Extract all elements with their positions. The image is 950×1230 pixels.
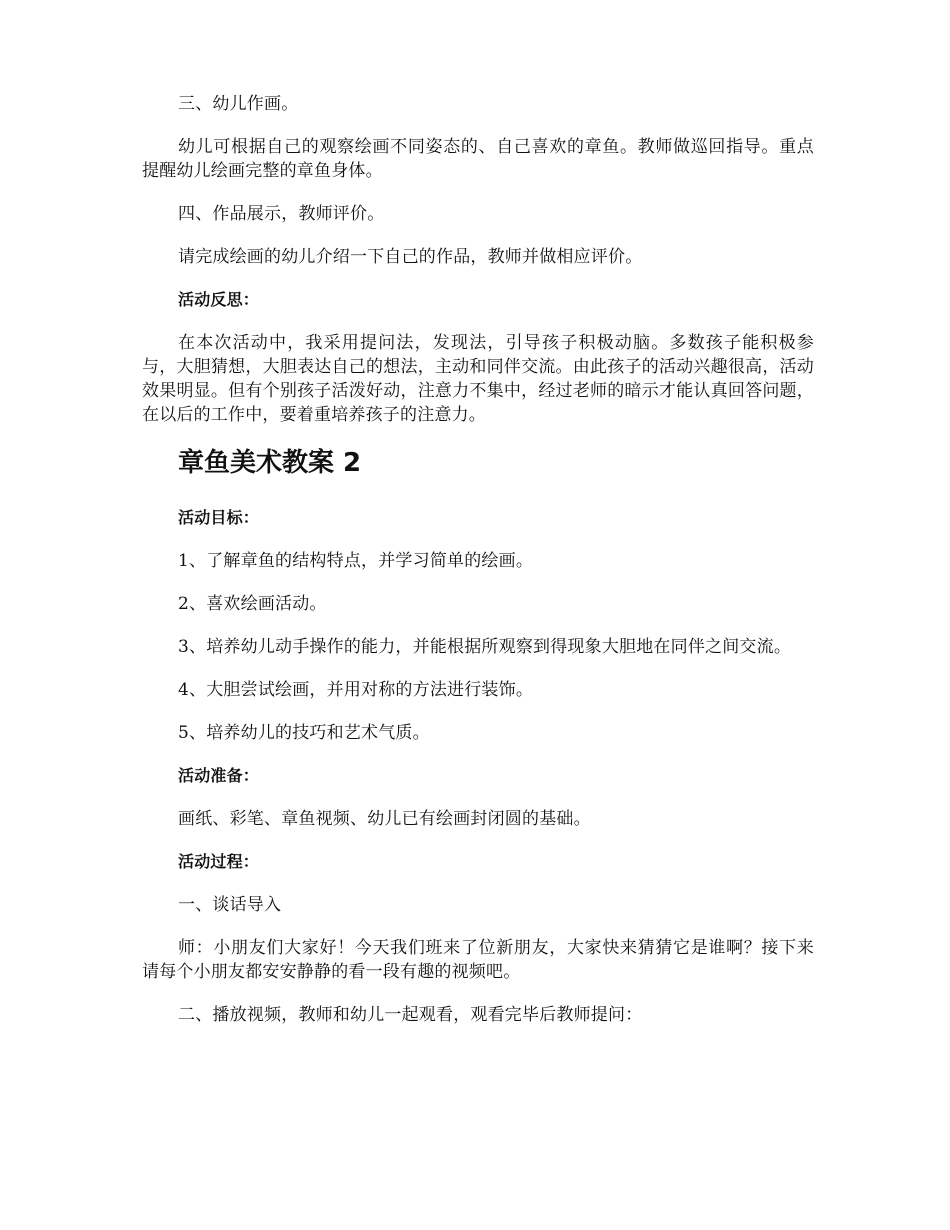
reflection-heading: 活动反思： [178, 290, 260, 309]
goals-heading: 活动目标： [178, 508, 260, 527]
step-four-line: 四、作品展示，教师评价。 [178, 204, 385, 224]
document-page [142, 92, 814, 1046]
goal-item-3: 3、培养幼儿动手操作的能力，并能根据所观察到得现象大胆地在同伴之间交流。 [178, 637, 792, 657]
process-step-1-text: 师：小朋友们大家好！今天我们班来了位新朋友，大家快来猜猜它是谁啊？接下来请每个小朋友都安安静静的看一段有趣的视频吧。 [142, 938, 814, 982]
goal-item-4: 4、大胆尝试绘画，并用对称的方法进行装饰。 [178, 680, 534, 700]
step-three-line: 三、幼儿作画。 [178, 94, 299, 114]
lesson-plan-title: 章鱼美术教案 2 [178, 448, 362, 478]
goal-item-1: 1、了解章鱼的结构特点，并学习简单的绘画。 [178, 551, 534, 571]
process-step-2: 二、播放视频，教师和幼儿一起观看，观看完毕后教师提问： [178, 1005, 643, 1025]
process-heading: 活动过程： [178, 852, 260, 871]
evaluation-paragraph: 请完成绘画的幼儿介绍一下自己的作品，教师并做相应评价。 [178, 247, 643, 267]
drawing-instruction-paragraph: 幼儿可根据自己的观察绘画不同姿态的、自己喜欢的章鱼。教师做巡回指导。重点提醒幼儿绘画完整的章鱼身体。 [142, 137, 814, 181]
goal-item-2: 2、喜欢绘画活动。 [178, 594, 327, 614]
reflection-paragraph: 在本次活动中，我采用提问法，发现法，引导孩子积极动脑。多数孩子能积极参与，大胆猜想，大胆表达自己的想法，主动和同伴交流。由此孩子的活动兴趣很高，活动效果明显。但有个别孩子活泼好动，注意力不集中，经过老师的暗示才能认真回答问题，在以后的工作中，要着重培养孩子的注意力。 [142, 333, 814, 425]
preparation-paragraph: 画纸、彩笔、章鱼视频、幼儿已有绘画封闭圆的基础。 [178, 809, 591, 829]
goal-item-5: 5、培养幼儿的技巧和艺术气质。 [178, 723, 430, 743]
preparation-heading: 活动准备： [178, 766, 260, 785]
process-step-1: 一、谈话导入 [178, 895, 282, 915]
